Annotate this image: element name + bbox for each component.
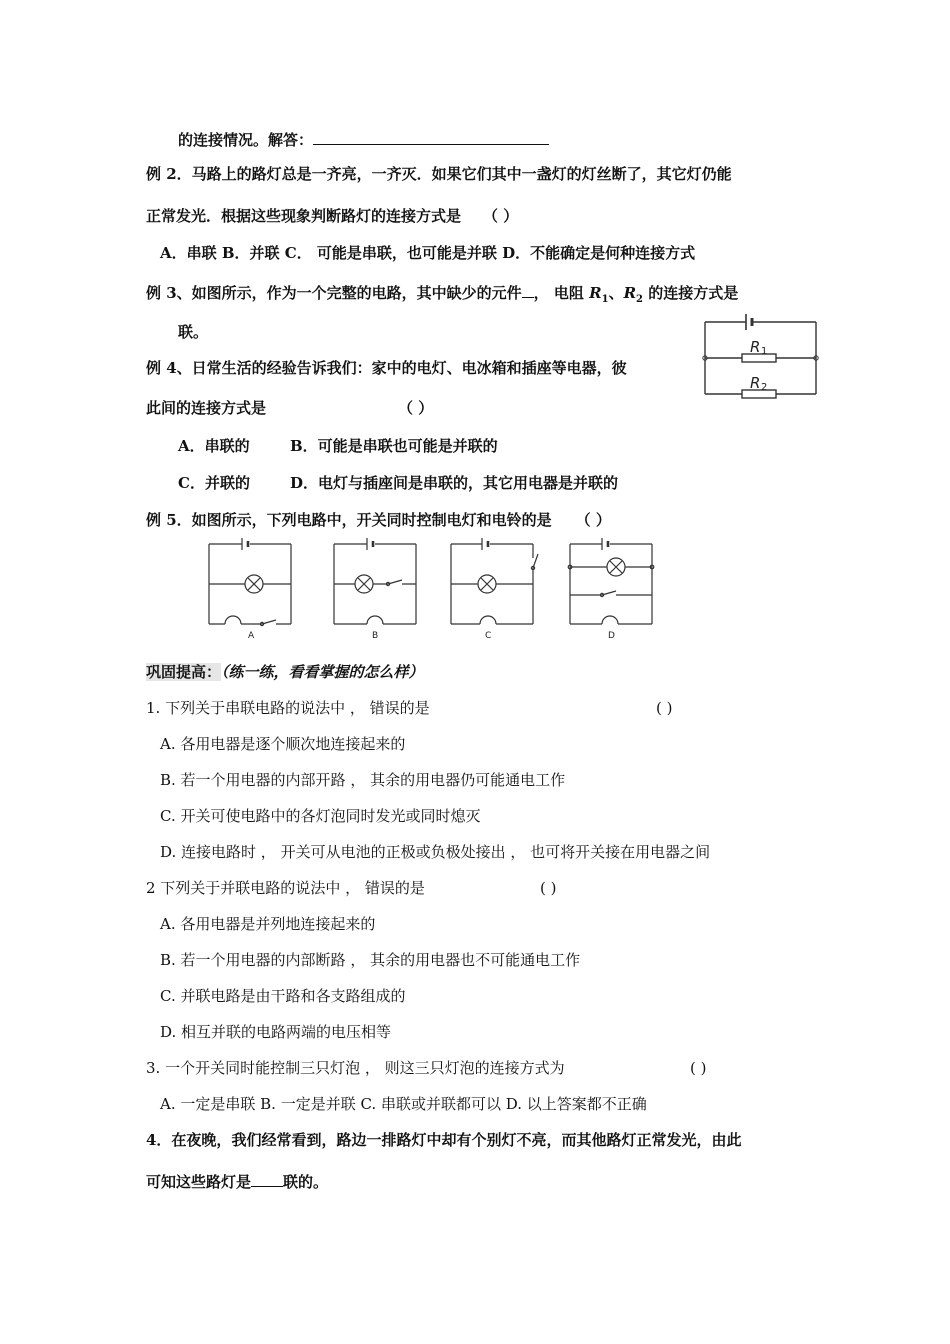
ex5-label-b: B: [372, 631, 379, 641]
ex5-circuit-a: [209, 538, 291, 626]
ex5-b-wires: [334, 544, 416, 624]
ex5-circuit-c: [451, 538, 538, 624]
ex3-stem: 例 3、如图所示，作为一个完整的电路，其中缺少的元件: [146, 284, 522, 302]
ex4-line2: [146, 398, 433, 418]
q1-option-b: B. 若一个用电器的内部开路 ， 其余的用电器仍可能通电工作: [160, 771, 566, 789]
q4-answer-blank[interactable]: [251, 1170, 283, 1187]
ex5-c-lamp-cross: [481, 578, 493, 590]
ex5-circuit-d: [568, 538, 654, 624]
ex5-a-lamp-cross: [248, 578, 260, 590]
ex4-answer-paren[interactable]: （ ）: [398, 399, 434, 417]
q2-answer-paren[interactable]: ( ): [540, 879, 557, 897]
ex4-option-d: D．电灯与插座间是串联的，其它用电器是并联的: [290, 474, 619, 492]
ex2-line1: 例 2．马路上的路灯总是一齐亮，一齐灭．如果它们其中一盏灯的灯丝断了，其它灯仍能: [146, 165, 732, 183]
ex3-fig-r2-sub: 2: [761, 382, 768, 393]
ex5-b-bell: [367, 616, 383, 624]
ex3-component-blank[interactable]: [522, 281, 534, 298]
ex5-a-bell: [225, 616, 241, 624]
ex5-c-wires: [451, 544, 538, 624]
q4-stem-end: 联的。: [283, 1173, 329, 1191]
q3-stem: 3. 一个开关同时能控制三只灯泡 ， 则这三只灯泡的连接方式为: [146, 1059, 565, 1077]
q4-line1: 4．在夜晚，我们经常看到，路边一排路灯中却有个别灯不亮，而其他路灯正常发光，由此: [146, 1131, 742, 1149]
ex3-circuit-diagram: [700, 308, 822, 400]
ex3-line1: [146, 281, 738, 310]
consolidate-heading-line: [146, 662, 424, 682]
q2-option-a: A. 各用电器是并列地连接起来的: [160, 915, 376, 933]
ex5-label-c: C: [485, 631, 492, 641]
q3-answer-paren[interactable]: ( ): [690, 1059, 707, 1077]
ex5-circuit-diagrams: [200, 534, 665, 644]
ex5-a-wires: [209, 544, 291, 624]
ex3-r1-sub: 1: [601, 294, 609, 305]
ex3-fig-r1-label: R: [750, 338, 761, 356]
ex5-stem: 例 5．如图所示，下列电路中，开关同时控制电灯和电铃的是: [146, 511, 552, 529]
ex4-option-c: C．并联的: [178, 474, 250, 492]
q2-option-c: C. 并联电路是由干路和各支路组成的: [160, 987, 406, 1005]
ex5-line1: [146, 510, 611, 530]
ex3-fig-r2-label: R: [750, 374, 761, 392]
ex1-answer-label: 的连接情况。解答：: [178, 131, 314, 149]
ex3-sep: 、: [608, 284, 624, 302]
ex2-options: A．串联 B．并联 C． 可能是串联，也可能是并联 D．不能确定是何种连接方式: [160, 244, 696, 262]
ex5-label-a: A: [248, 631, 255, 641]
q1-option-d: D. 连接电路时 ， 开关可从电池的正极或负极处接出 ， 也可将开关接在用电器之间: [160, 843, 711, 861]
q2-stem: 2 下列关于并联电路的说法中 ， 错误的是: [146, 879, 425, 897]
ex1-answer-blank[interactable]: [313, 128, 549, 145]
ex4-line1: 例 4、日常生活的经验告诉我们：家中的电灯、电冰箱和插座等电器，彼: [146, 359, 627, 377]
ex5-b-lamp-cross: [358, 578, 370, 590]
q2-option-b: B. 若一个用电器的内部断路 ， 其余的用电器也不可能通电工作: [160, 951, 581, 969]
ex2-line2: [146, 206, 518, 226]
q4-line2: [146, 1170, 328, 1192]
ex5-label-d: D: [608, 631, 615, 641]
ex4-option-b: B．可能是串联也可能是并联的: [290, 437, 498, 455]
ex3-line2: 联。: [178, 323, 209, 341]
ex2-answer-paren[interactable]: （ ）: [483, 207, 519, 225]
ex3-r1: R: [589, 284, 602, 302]
q3-options: A. 一定是串联 B. 一定是并联 C. 串联或并联都可以 D. 以上答案都不正确: [160, 1095, 647, 1113]
consolidate-heading: 巩固提高：: [146, 663, 222, 681]
ex4-option-a: A．串联的: [178, 437, 250, 455]
ex3-r2: R: [623, 284, 637, 302]
q1-option-c: C. 开关可使电路中的各灯泡同时发光或同时熄灭: [160, 807, 481, 825]
q4-stem: 可知这些路灯是: [146, 1173, 252, 1191]
ex5-d-wires: [570, 544, 652, 624]
ex2-stem-end: 正常发光．根据这些现象判断路灯的连接方式是: [146, 207, 462, 225]
ex3-r2-sub: 2: [636, 294, 644, 305]
ex1-answer-line: [178, 128, 549, 150]
ex3-stem-mid: ， 电阻: [533, 284, 590, 302]
q2-option-d: D. 相互并联的电路两端的电压相等: [160, 1023, 392, 1041]
ex5-d-bell: [602, 616, 618, 624]
ex5-c-bell: [480, 616, 496, 624]
consolidate-subtitle: （练一练，看看掌握的怎么样）: [221, 663, 424, 681]
ex5-circuit-b: [334, 538, 416, 624]
q1-answer-paren[interactable]: ( ): [656, 699, 673, 717]
ex5-d-lamp-cross: [610, 561, 622, 573]
q1-stem: 1. 下列关于串联电路的说法中 ， 错误的是: [146, 699, 430, 717]
ex3-fig-r1-sub: 1: [761, 346, 768, 357]
ex4-stem-end: 此间的连接方式是: [146, 399, 267, 417]
ex3-stem-end: 的连接方式是: [643, 284, 739, 302]
q1-option-a: A. 各用电器是逐个顺次地连接起来的: [160, 735, 406, 753]
ex5-answer-paren[interactable]: （ ）: [575, 511, 611, 529]
